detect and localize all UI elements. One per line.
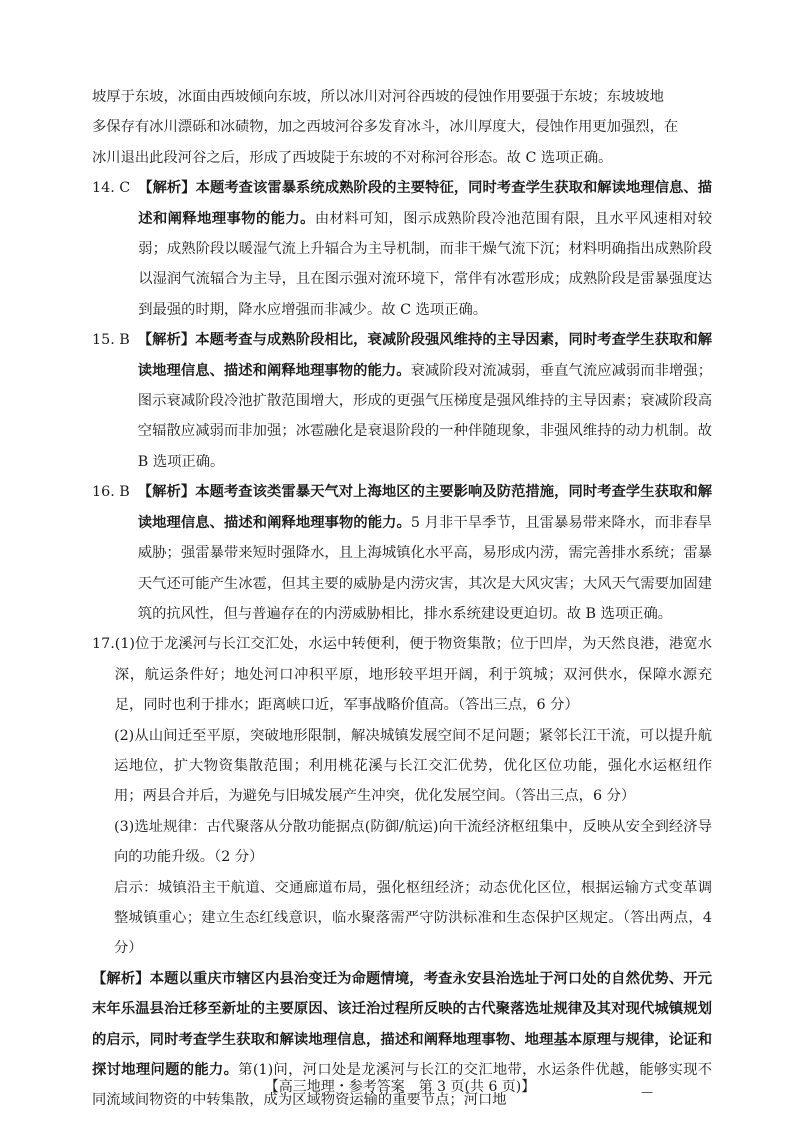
analysis-summary: 本题考查与成熟阶段相比，衰减阶段强风维持的主导因素，同时考查学生获取和解读地理信息、描述和阐释地理事物的能力。 — [137, 332, 713, 379]
intro-continuation — [92, 82, 712, 173]
analysis-tag: 【解析】 — [92, 970, 150, 987]
question-number: 17. — [92, 636, 115, 653]
analysis-summary: 本题以重庆市辖区内县治变迁为命题情境，考查永安县治选址于河口处的自然优势、开元末年乐温县治迁移至新址的主要原因、该迁治过程所反映的古代聚落选址规律及其对现代城镇规划的启示，同时考查学生获取和解读地理信息，描述和阐释地理事物、地理基本原理与规律，论证和探讨地理问题的能力。 — [92, 970, 712, 1078]
answer-content — [92, 82, 712, 1116]
intro-line: 坡厚于东坡，冰面由西坡倾向东坡，所以冰川对河谷西坡的侵蚀作用要强于东坡；东坡坡地 — [92, 89, 664, 105]
answer-part-3: (3)选址规律：古代聚落从分散功能据点(防御/航运)向干流经济枢纽集中，反映从安全到经济导向的功能升级。（2 分） — [114, 818, 712, 866]
question-number: 14. C — [92, 180, 131, 197]
answer-part-1: (1)位于龙溪河与长江交汇处，水运中转便利，便于物资集散；位于凹岸，为天然良港，港宽水深，航运条件好；地处河口冲积平原，地形较平坦开阔，利于筑城；双河供水，保障水源充足，同时也利于排水；距离峡口近，军事战略价值高。（答出三点，6 分） — [114, 636, 712, 714]
corner-mark: — — [641, 1085, 653, 1099]
analysis-text: 5 月非干旱季节，且雷暴易带来降水，而非春旱威胁；强雷暴带来短时强降水，且上海城镇化水平高，易形成内涝，需完善排水系统；雷暴天气还可能产生冰雹，但其主要的威胁是内涝灾害，其次是大风灾害；大风天气需要加固建筑的抗风性，但与普遍存在的内涝威胁相比，排水系统建设更迫切。故 B 选项正确。 — [137, 514, 712, 622]
question-14 — [92, 173, 712, 325]
analysis-tag: 【解析】 — [138, 180, 196, 197]
question-number: 16. B — [92, 484, 130, 501]
intro-line: 多保存有冰川漂砾和冰碛物，加之西坡河谷多发育冰斗，冰川厚度大，侵蚀作用更加强烈，在 — [92, 119, 679, 136]
question-16 — [92, 477, 712, 629]
page-footer: 【高三地理・参考答案 第 3 页(共 6 页)】 — [264, 1079, 536, 1095]
question-number: 15. B — [92, 332, 130, 349]
answer-part-2: (2)从山间迁至平原，突破地形限制，解决城镇发展空间不足问题；紧邻长江干流，可以提升航运地位，扩大物资集散范围；利用桃花溪与长江交汇优势，优化区位功能，强化水运枢纽作用；两县合并后，为避免与旧城发展产生冲突，优化发展空间。（答出三点，6 分） — [114, 727, 712, 805]
analysis-text: 衰减阶段对流减弱，垂直气流应减弱而非增强；图示衰减阶段冷池扩散范围增大，形成的更强气压梯度是强风维持的主导因素；衰减阶段高空辐散应减弱而非加强；冰雹融化是衰退阶段的一种伴随现象，非强风维持的动力机制。故 B 选项正确。 — [137, 362, 713, 470]
intro-line: 冰川退出此段河谷之后，形成了西坡陡于东坡的不对称河谷形态。故 C 选项正确。 — [92, 149, 613, 166]
analysis-tag: 【解析】 — [137, 484, 196, 501]
analysis-text: 由材料可知，图示成熟阶段冷池范围有限，且水平风速相对较弱；成熟阶段以暖湿气流上升辐合为主导机制，而非干燥气流下沉；材料明确指出成熟阶段以湿润气流辐合为主导，且在图示强对流环境下，常伴有冰雹形成；成熟阶段是雷暴强度达到最强的时期，降水应增强而非减少。故 C 选项正确。 — [138, 210, 713, 318]
question-17 — [92, 629, 712, 720]
analysis-summary: 本题考查该雷暴系统成熟阶段的主要特征，同时考查学生获取和解读地理信息、描述和阐释地理事物的能力。 — [138, 180, 713, 227]
analysis-text: 第(1)问，河口处是龙溪河与长江的交汇地带，水运条件优越，能够实现不同流域间物资的中转集散，成为区域物资运输的重要节点；河口地 — [92, 1062, 712, 1109]
question-15 — [92, 325, 712, 477]
answer-inspiration: 启示：城镇沿主干航道、交通廊道布局，强化枢纽经济；动态优化区位，根据运输方式变革调整城镇重心；建立生态红线意识，临水聚落需严守防洪标准和生态保护区规定。（答出两点，4 分） — [114, 879, 712, 957]
analysis-tag: 【解析】 — [137, 332, 196, 349]
analysis-summary: 本题考查该类雷暴天气对上海地区的主要影响及防范措施，同时考查学生获取和解读地理信息、描述和阐释地理事物的能力。 — [137, 484, 713, 531]
